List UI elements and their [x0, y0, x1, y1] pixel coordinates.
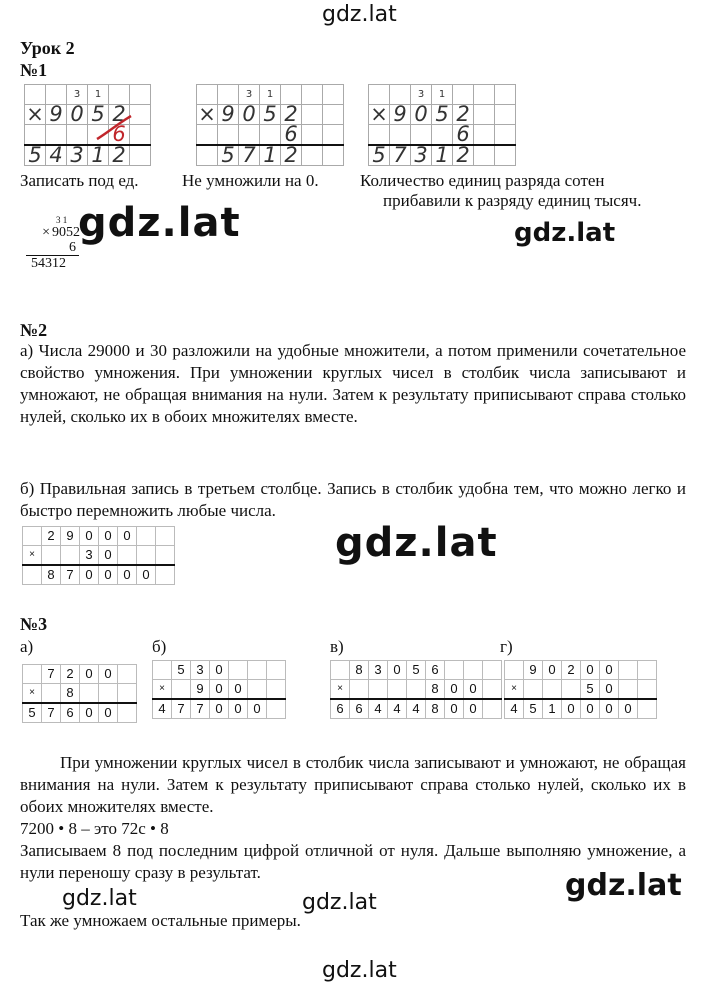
- digit: 9: [218, 105, 239, 125]
- grid-cell: 4: [388, 699, 407, 719]
- lesson-title: Урок 2: [20, 38, 75, 58]
- grid-cell: [118, 546, 137, 566]
- grid-cell: 5: [524, 699, 543, 719]
- grid-cell: [248, 680, 267, 700]
- digit: 2: [109, 145, 130, 166]
- grid-cell: 0: [99, 565, 118, 585]
- multiplier: 6: [26, 240, 79, 256]
- grid-d: [504, 660, 657, 719]
- digit: 2: [281, 105, 302, 125]
- multiply-sign: ×: [23, 684, 42, 704]
- grid-cell: 8: [42, 565, 61, 585]
- grid-cell: [267, 680, 286, 700]
- grid-cell: 3: [80, 546, 99, 566]
- watermark-bottom-left: gdz.lat: [62, 886, 137, 911]
- grid-cell: 0: [229, 699, 248, 719]
- carry-digit: 3: [239, 85, 260, 105]
- digit: 5: [88, 105, 109, 125]
- digit: 5: [369, 145, 390, 166]
- grid-cell: [137, 527, 156, 546]
- grid-cell: 3: [369, 661, 388, 680]
- grid-cell: 7: [42, 703, 61, 723]
- grid-cell: 7: [61, 565, 80, 585]
- grid-cell: 2: [61, 665, 80, 684]
- grid-cell: [331, 661, 350, 680]
- grid-cell: [483, 680, 502, 700]
- grid-cell: 4: [153, 699, 172, 719]
- section-3-paragraph-4: Так же умножаем остальные примеры.: [20, 911, 301, 930]
- grid-cell: 0: [80, 565, 99, 585]
- grid-cell: 0: [118, 527, 137, 546]
- grid-cell: [137, 546, 156, 566]
- caption-3-line-1: Количество единиц разряда сотен: [360, 171, 605, 190]
- grid-cell: 0: [210, 699, 229, 719]
- grid-cell: [524, 680, 543, 700]
- digit: 6: [281, 125, 302, 146]
- column-multiplication: [26, 216, 86, 271]
- grid-cell: 0: [562, 699, 581, 719]
- grid-cell: [483, 661, 502, 680]
- caption-2: Не умножили на 0.: [182, 171, 319, 190]
- label-b: б): [152, 637, 167, 656]
- digit: 1: [260, 145, 281, 166]
- digit: 9: [390, 105, 411, 125]
- grid-cell: 4: [505, 699, 524, 719]
- result: 54312: [31, 256, 66, 271]
- digit-highlighted: 6: [109, 125, 130, 146]
- watermark-mid-right: gdz.lat: [514, 218, 616, 248]
- label-c: в): [330, 637, 344, 656]
- grid-cell: 9: [61, 527, 80, 546]
- grid-cell: 6: [426, 661, 445, 680]
- digit: 1: [432, 145, 453, 166]
- digit: 2: [281, 145, 302, 166]
- grid-cell: 0: [80, 665, 99, 684]
- digit: 0: [411, 105, 432, 125]
- grid-cell: 0: [248, 699, 267, 719]
- grid-cell: [445, 661, 464, 680]
- grid-a: [22, 664, 137, 723]
- grid-c: [330, 660, 502, 719]
- grid-cell: 5: [407, 661, 426, 680]
- multiply-sign: ×: [42, 225, 50, 240]
- grid-cell: [619, 661, 638, 680]
- grid-cell: [153, 661, 172, 680]
- handwritten-grid-3: [368, 84, 516, 166]
- multiply-sign: ×: [153, 680, 172, 700]
- grid-cell: 0: [581, 699, 600, 719]
- carry-digit: 3: [411, 85, 432, 105]
- grid-cell: 0: [118, 565, 137, 585]
- digit: 0: [239, 105, 260, 125]
- red-check-mark: [95, 113, 135, 145]
- multiply-sign: ×: [198, 102, 216, 126]
- grid-cell: 5: [172, 661, 191, 680]
- grid-cell: 0: [137, 565, 156, 585]
- grid-cell: 5: [581, 680, 600, 700]
- label-a: а): [20, 637, 34, 656]
- caption-1: Записать под ед.: [20, 171, 139, 190]
- grid-cell: [543, 680, 562, 700]
- digit: 1: [88, 145, 109, 166]
- handwritten-grid-2: [196, 84, 344, 166]
- grid-cell: [350, 680, 369, 700]
- section-2-heading: №2: [20, 320, 48, 340]
- digit: 7: [390, 145, 411, 166]
- digit: 0: [67, 105, 88, 125]
- grid-cell: 2: [562, 661, 581, 680]
- grid-cell: 0: [464, 699, 483, 719]
- digit: 4: [46, 145, 67, 166]
- section-3-example: 7200 • 8 – это 72с • 8: [20, 819, 169, 838]
- grid-cell: [42, 684, 61, 704]
- section-3-paragraph-1: При умножении круглых чисел в столбик числа записывают и умножают, не обращая внимания на нули. Затем к результату приписывают справа столько нулей, сколько их в обоих множителях вместе.: [20, 753, 686, 816]
- watermark-large-left: gdz.lat: [78, 200, 241, 246]
- multiply-sign: ×: [505, 680, 524, 700]
- section-2-paragraph-a: а) Числа 29000 и 30 разложили на удобные множители, а потом применили сочетательное свойство умножения. При умножении круглых чисел в столбик числа записывают и умножают, не обращая внимания на нули. Затем к результату приписывают справа столько нулей, сколько их в обоих множителях вместе.: [20, 341, 686, 426]
- digit: 3: [411, 145, 432, 166]
- watermark-bottom: gdz.lat: [322, 958, 397, 983]
- grid-cell: 4: [407, 699, 426, 719]
- grid-cell: 0: [581, 661, 600, 680]
- grid-cell: 2: [42, 527, 61, 546]
- grid-cell: [248, 661, 267, 680]
- grid-cell: [42, 546, 61, 566]
- section-2-paragraph-b: б) Правильная запись в третьем столбце. Запись в столбик удобна тем, что можно легко и быстро перемножить любые числа.: [20, 479, 686, 520]
- digit: 2: [453, 105, 474, 125]
- grid-cell: 3: [191, 661, 210, 680]
- grid-cell: [505, 661, 524, 680]
- grid-cell: 0: [445, 699, 464, 719]
- multiply-sign: ×: [23, 546, 42, 566]
- grid-cell: [23, 665, 42, 684]
- grid-cell: 0: [600, 699, 619, 719]
- grid-cell: 0: [99, 527, 118, 546]
- digit: 7: [239, 145, 260, 166]
- digit: 2: [109, 105, 130, 125]
- grid-cell: 4: [369, 699, 388, 719]
- digit: 5: [260, 105, 281, 125]
- grid-cell: [464, 661, 483, 680]
- grid-cell: 7: [191, 699, 210, 719]
- digit: 9: [46, 105, 67, 125]
- carry-digit: 1: [88, 85, 109, 105]
- multiplicand: 9052: [52, 225, 80, 240]
- grid-cell: [80, 684, 99, 704]
- grid-cell: [638, 680, 657, 700]
- grid-cell: [619, 680, 638, 700]
- grid-cell: [483, 699, 502, 719]
- grid-cell: 0: [543, 661, 562, 680]
- grid-cell: 0: [210, 680, 229, 700]
- grid-cell: 7: [172, 699, 191, 719]
- grid-cell: [267, 661, 286, 680]
- watermark-bottom-mid: gdz.lat: [302, 890, 377, 915]
- digit: 2: [453, 145, 474, 166]
- section-3-paragraph-3: Записываем 8 под последним цифрой отличной от нуля. Дальше выполняю умножение, а нули переношу сразу в результат.: [20, 841, 686, 882]
- grid-cell: 5: [23, 703, 42, 723]
- carry-digits: 3 1: [56, 215, 68, 225]
- grid-cell: [638, 699, 657, 719]
- grid-cell: 8: [426, 699, 445, 719]
- grid-cell: 7: [42, 665, 61, 684]
- multiply-sign: ×: [331, 680, 350, 700]
- watermark-center: gdz.lat: [335, 520, 498, 566]
- grid-cell: [61, 546, 80, 566]
- grid-cell: [229, 661, 248, 680]
- grid-cell: 0: [464, 680, 483, 700]
- carry-digit: 3: [67, 85, 88, 105]
- multiply-sign: ×: [370, 102, 388, 126]
- watermark-top: gdz.lat: [322, 2, 397, 27]
- digit: 5: [432, 105, 453, 125]
- grid-b: [152, 660, 286, 719]
- digit: 5: [218, 145, 239, 166]
- grid-cell: [638, 661, 657, 680]
- grid-cell: [369, 680, 388, 700]
- grid-cell: 0: [600, 680, 619, 700]
- grid-cell: 1: [543, 699, 562, 719]
- grid-cell: [267, 699, 286, 719]
- grid-cell: 0: [445, 680, 464, 700]
- grid-cell: [23, 565, 42, 585]
- grid-cell: 8: [61, 684, 80, 704]
- carry-digit: 1: [260, 85, 281, 105]
- grid-cell: [388, 680, 407, 700]
- grid-cell: 0: [619, 699, 638, 719]
- grid-cell: 0: [80, 527, 99, 546]
- watermark-bottom-right: gdz.lat: [565, 868, 682, 903]
- grid-cell: [23, 527, 42, 546]
- grid-cell: 6: [61, 703, 80, 723]
- grid-cell: 0: [99, 546, 118, 566]
- grid-cell: 0: [229, 680, 248, 700]
- grid-cell: [407, 680, 426, 700]
- grid-cell: 0: [388, 661, 407, 680]
- caption-3-line-2: прибавили к разряду единиц тысяч.: [383, 191, 642, 210]
- grid-cell: 0: [80, 703, 99, 723]
- grid-cell: [99, 684, 118, 704]
- grid-cell: 0: [210, 661, 229, 680]
- grid-cell: 0: [99, 703, 118, 723]
- digit: 3: [67, 145, 88, 166]
- grid-cell: 8: [426, 680, 445, 700]
- grid-cell: 0: [99, 665, 118, 684]
- section-3-heading: №3: [20, 614, 48, 634]
- digit: 5: [25, 145, 46, 166]
- grid-cell: 9: [524, 661, 543, 680]
- section-1-heading: №1: [20, 60, 48, 80]
- grid-cell: 8: [350, 661, 369, 680]
- digit: 6: [453, 125, 474, 146]
- multiply-sign: ×: [26, 102, 44, 126]
- carry-digit: 1: [432, 85, 453, 105]
- grid-cell: 9: [191, 680, 210, 700]
- grid-cell: [172, 680, 191, 700]
- grid-cell: 0: [600, 661, 619, 680]
- grid-cell: [562, 680, 581, 700]
- section-2-grid: [22, 526, 175, 585]
- grid-cell: 6: [350, 699, 369, 719]
- grid-cell: 6: [331, 699, 350, 719]
- label-d: г): [500, 637, 513, 656]
